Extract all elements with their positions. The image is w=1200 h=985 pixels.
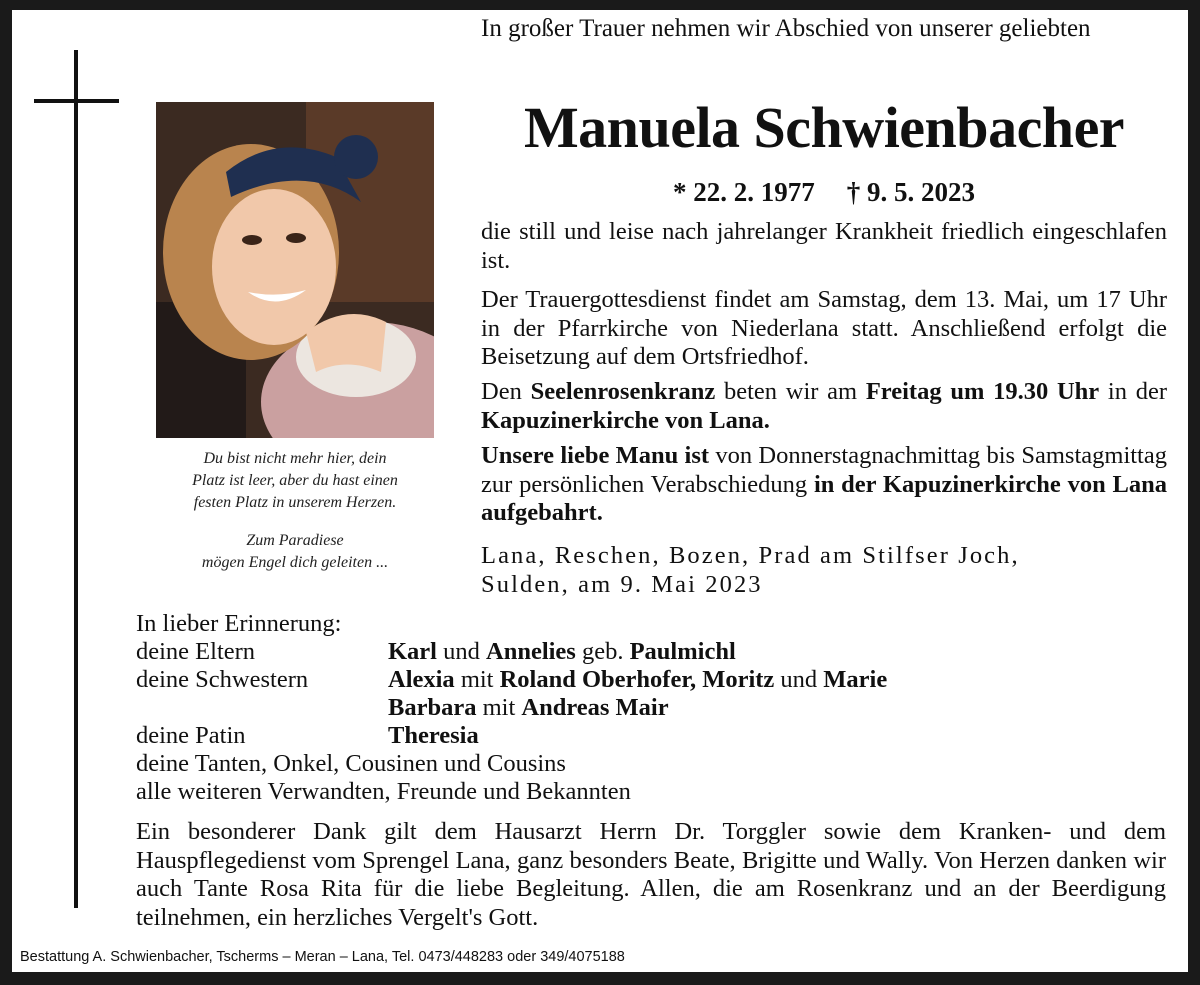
text-run-bold: Seelenrosenkranz [530,378,716,405]
mourners-list [136,610,1176,806]
relation-label: deine Schwestern [136,666,309,693]
text-run: und [774,666,824,693]
text-run: mit [476,694,522,721]
quote-line: mögen Engel dich geleiten ... [201,554,389,571]
person-name: Barbara [388,694,477,721]
mourner-row-sisters [136,666,1176,694]
person-name: Annelies [486,638,576,665]
blessing-quote [144,530,446,574]
person-name: Marie [823,666,888,693]
person-name: Alexia [388,666,455,693]
text-run-bold: Unsere liebe Manu ist [481,442,710,469]
funeral-home-footer: Bestattung A. Schwienbacher, Tscherms – Meran – Lana, Tel. 0473/448283 oder 349/4075188 [20,949,625,965]
place-line: Lana, Reschen, Bozen, Prad am Stilfser Joch, [481,542,1020,569]
memorial-quote [144,448,446,514]
relation-label-empty [136,694,388,722]
viewing-text [481,442,1167,528]
deceased-name: Manuela Schwienbacher [523,95,1125,160]
life-dates [481,175,1167,209]
relation-label: deine Patin [136,722,246,749]
text-run: mit [454,666,500,693]
text-run: beten wir am [715,378,866,405]
portrait-photo [156,102,434,438]
quote-line: festen Platz in unserem Herzen. [193,494,397,511]
text-run: von Donnerstagnachmittag bis Samstagmittag zur persönlichen Verabschiedung [481,442,1167,498]
text-run-bold: Kapuzinerkirche von Lana. [481,406,770,434]
mourners-heading: In lieber Erinnerung: [136,610,342,637]
place-and-date [481,542,1171,599]
cross-icon [74,50,78,908]
person-name: Karl [388,638,437,665]
funeral-service-text: Der Trauergottesdienst findet am Samstag, dem 13. Mai, um 17 Uhr in der Pfarrkirche von Niederlana statt. Anschließend erfolgt die Beisetzung auf dem Ortsfriedhof. [481,286,1167,370]
person-name: Roland Oberhofer, Moritz [499,666,775,693]
rosary-text [481,378,1167,435]
quote-line: Zum Paradiese [246,532,344,549]
text-run: in der [1099,378,1167,405]
text-run: Den [481,378,531,405]
place-line: Sulden, am 9. Mai 2023 [481,570,763,598]
text-run-bold: in der Kapuzinerkirche von Lana aufgebahrt. [481,470,1167,526]
cross-icon-bar [34,99,119,103]
relation-label: deine Eltern [136,638,256,665]
person-name: Theresia [388,722,479,749]
text-run: geb. [575,638,630,665]
birth-date: * 22. 2. 1977 [673,177,815,207]
person-name: Paulmichl [629,638,736,665]
person-name: Andreas Mair [521,694,669,721]
thanks-text: Ein besonderer Dank gilt dem Hausarzt Herrn Dr. Torggler sowie dem Kranken- und dem Hauspflegedienst vom Sprengel Lana, ganz besonders Beate, Brigitte und Wally. Von Herzen danken wir auch Tante Rosa Rita für die liebe Begleitung. Allen, die am Rosenkranz und an der Beerdigung teilnehmen, ein herzliches Vergelt's Gott. [136,818,1166,931]
death-date: † 9. 5. 2023 [846,177,975,207]
relation-names [388,666,1176,694]
text-run: und [437,638,486,665]
mourner-row-sisters-cont [136,694,1176,722]
text-run-bold: Freitag um 19.30 Uhr [865,378,1100,405]
obituary-notice [12,10,1188,972]
quote-line: Du bist nicht mehr hier, dein [203,450,387,467]
intro-text: In großer Trauer nehmen wir Abschied von unserer geliebten [481,15,1091,42]
relation-names [388,694,1176,722]
relation-names [388,722,1176,750]
passing-text: die still und leise nach jahrelanger Krankheit friedlich eingeschlafen ist. [481,218,1167,274]
mourner-row-others: alle weiteren Verwandten, Freunde und Bekannten [136,778,631,805]
relation-names [388,638,1176,666]
mourner-row-parents [136,638,1176,666]
mourner-row-relatives: deine Tanten, Onkel, Cousinen und Cousins [136,750,566,777]
mourner-row-godmother [136,722,1176,750]
quote-line: Platz ist leer, aber du hast einen [192,472,398,489]
